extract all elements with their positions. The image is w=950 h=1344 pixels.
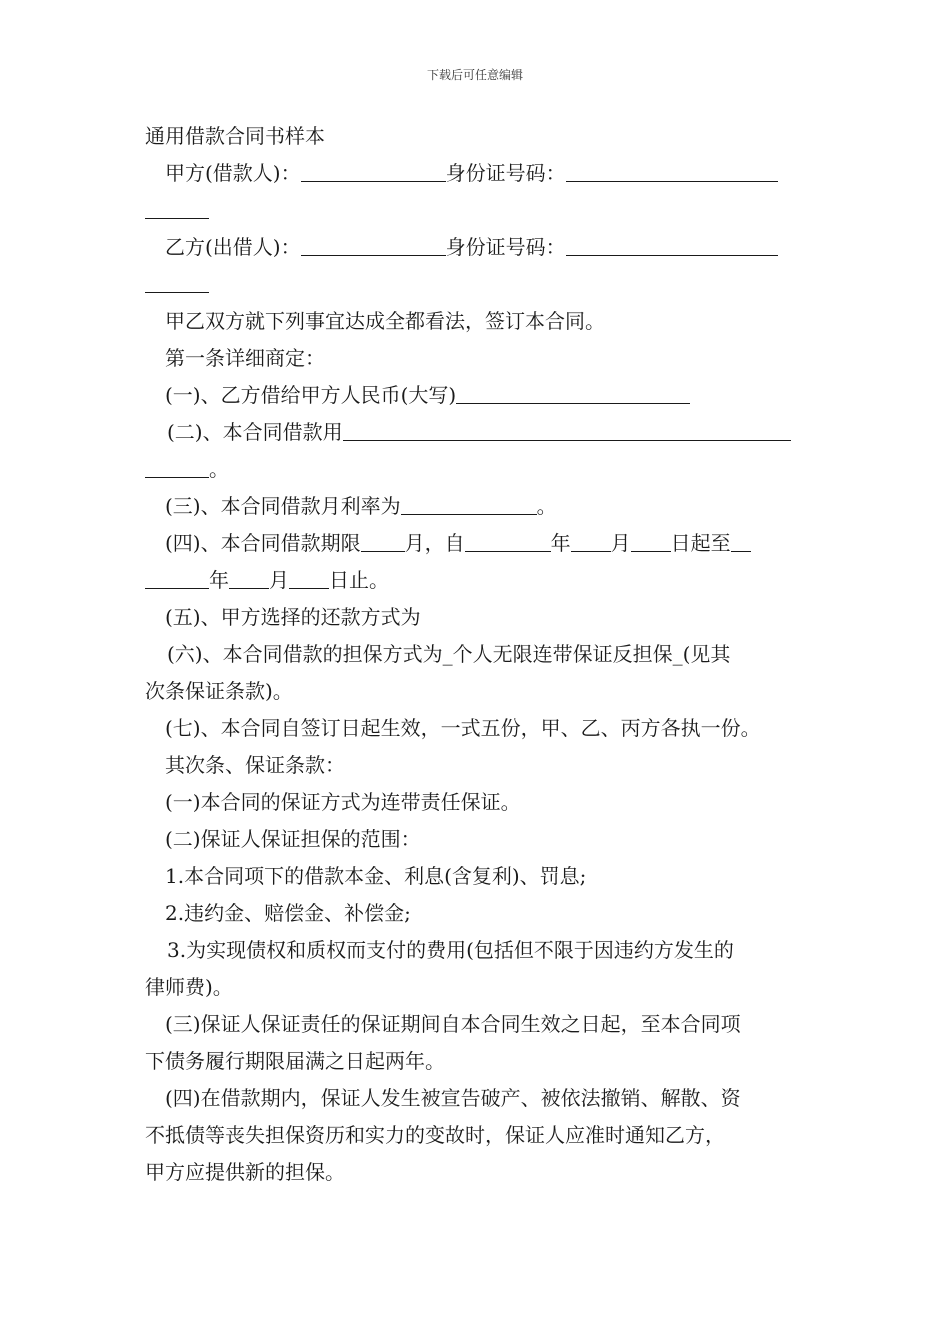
header-note: 下载后可任意编辑 [426,68,523,82]
article1-item3 [145,488,815,525]
article2-heading: 其次条、保证条款： [165,753,345,777]
party-b-label: 乙方(出借人)： [165,235,301,259]
article2-p4-line2: 不抵债等丧失担保资历和实力的变故时，保证人应准时通知乙方， [145,1123,725,1147]
party-b-id-label: 身份证号码： [445,235,566,259]
article2-p2-1: 1.本合同项下的借款本金、利息(含复利)、罚息; [165,864,587,888]
article2-p3-continuation: 下债务履行期限届满之日起两年。 [145,1049,445,1073]
article2-p2-3: 3.为实现债权和质权而支付的费用(包括但不限于因违约方发生的 [167,938,734,962]
start-day-blank [631,531,671,552]
party-a-id-blank-cont [145,198,209,219]
end-month-blank [229,568,269,589]
party-a-name-blank [301,161,446,182]
start-year-blank [465,531,551,552]
end-day-blank [289,568,329,589]
article1-item6-continuation: 次条保证条款)。 [145,679,293,703]
item4-year: 年 [550,531,571,555]
start-month-blank [571,531,611,552]
article1-item5: (五)、甲方选择的还款方式为 [165,605,421,629]
end-year-blank [145,568,209,589]
article2-p2-2: 2.违约金、赔偿金、补偿金; [165,901,411,925]
article2-p4: (四)在借款期内，保证人发生被宣告破产、被依法撤销、解散、资 [165,1086,741,1110]
article2-p2-3-continuation: 律师费)。 [145,975,233,999]
item3-end: 。 [536,494,557,518]
item4-mon: 月 [610,531,631,555]
item3-text: (三)、本合同借款月利率为 [165,494,401,518]
party-a-id-blank [566,161,778,182]
party-b-continuation [145,266,815,303]
article1-item1 [145,377,815,414]
item4-mon2: 月 [269,568,289,592]
item4-month-from: 月，自 [404,531,465,555]
document-title: 通用借款合同书样本 [145,124,325,148]
party-b-name-blank [301,235,446,256]
amount-blank [456,383,690,404]
term-months-blank [361,531,405,552]
intro-paragraph: 甲乙双方就下列事宜达成全都看法，签订本合同。 [165,309,605,333]
party-b-id-blank-cont [145,272,209,293]
party-a-continuation [145,192,815,229]
item4-day-from: 日起至 [670,531,731,555]
article2-p1: (一)本合同的保证方式为连带责任保证。 [165,790,521,814]
article1-item7: (七)、本合同自签订日起生效，一式五份，甲、乙、丙方各执一份。 [165,716,761,740]
article1-item4 [145,525,815,562]
article1-item6: (六)、本合同借款的担保方式为_个人无限连带保证反担保_(见其 [167,642,731,666]
party-a-line [145,155,815,192]
article2-p4-line3: 甲方应提供新的担保。 [145,1160,345,1184]
article1-item4-continuation [145,562,815,599]
item4-text: (四)、本合同借款期限 [165,531,361,555]
item1-text: (一)、乙方借给甲方人民币(大写) [165,383,457,407]
article1-heading: 第一条详细商定： [165,346,325,370]
contract-body [145,118,815,1191]
end-year-blank-start [731,531,751,552]
party-a-label: 甲方(借款人)： [165,161,301,185]
item4-end: 日止。 [329,568,389,592]
article2-p2: (二)保证人保证担保的范围： [165,827,421,851]
article1-item2 [145,414,815,451]
party-a-id-label: 身份证号码： [445,161,566,185]
party-b-line [145,229,815,266]
item2-text: (二)、本合同借款用 [167,420,343,444]
item2-end: 。 [209,457,229,481]
item4-year2: 年 [209,568,229,592]
article2-p3: (三)保证人保证责任的保证期间自本合同生效之日起，至本合同项 [165,1012,741,1036]
rate-blank [401,494,537,515]
party-b-id-blank [566,235,778,256]
purpose-blank [343,420,791,441]
purpose-blank-cont [145,457,209,478]
article1-item2-continuation [145,451,815,488]
